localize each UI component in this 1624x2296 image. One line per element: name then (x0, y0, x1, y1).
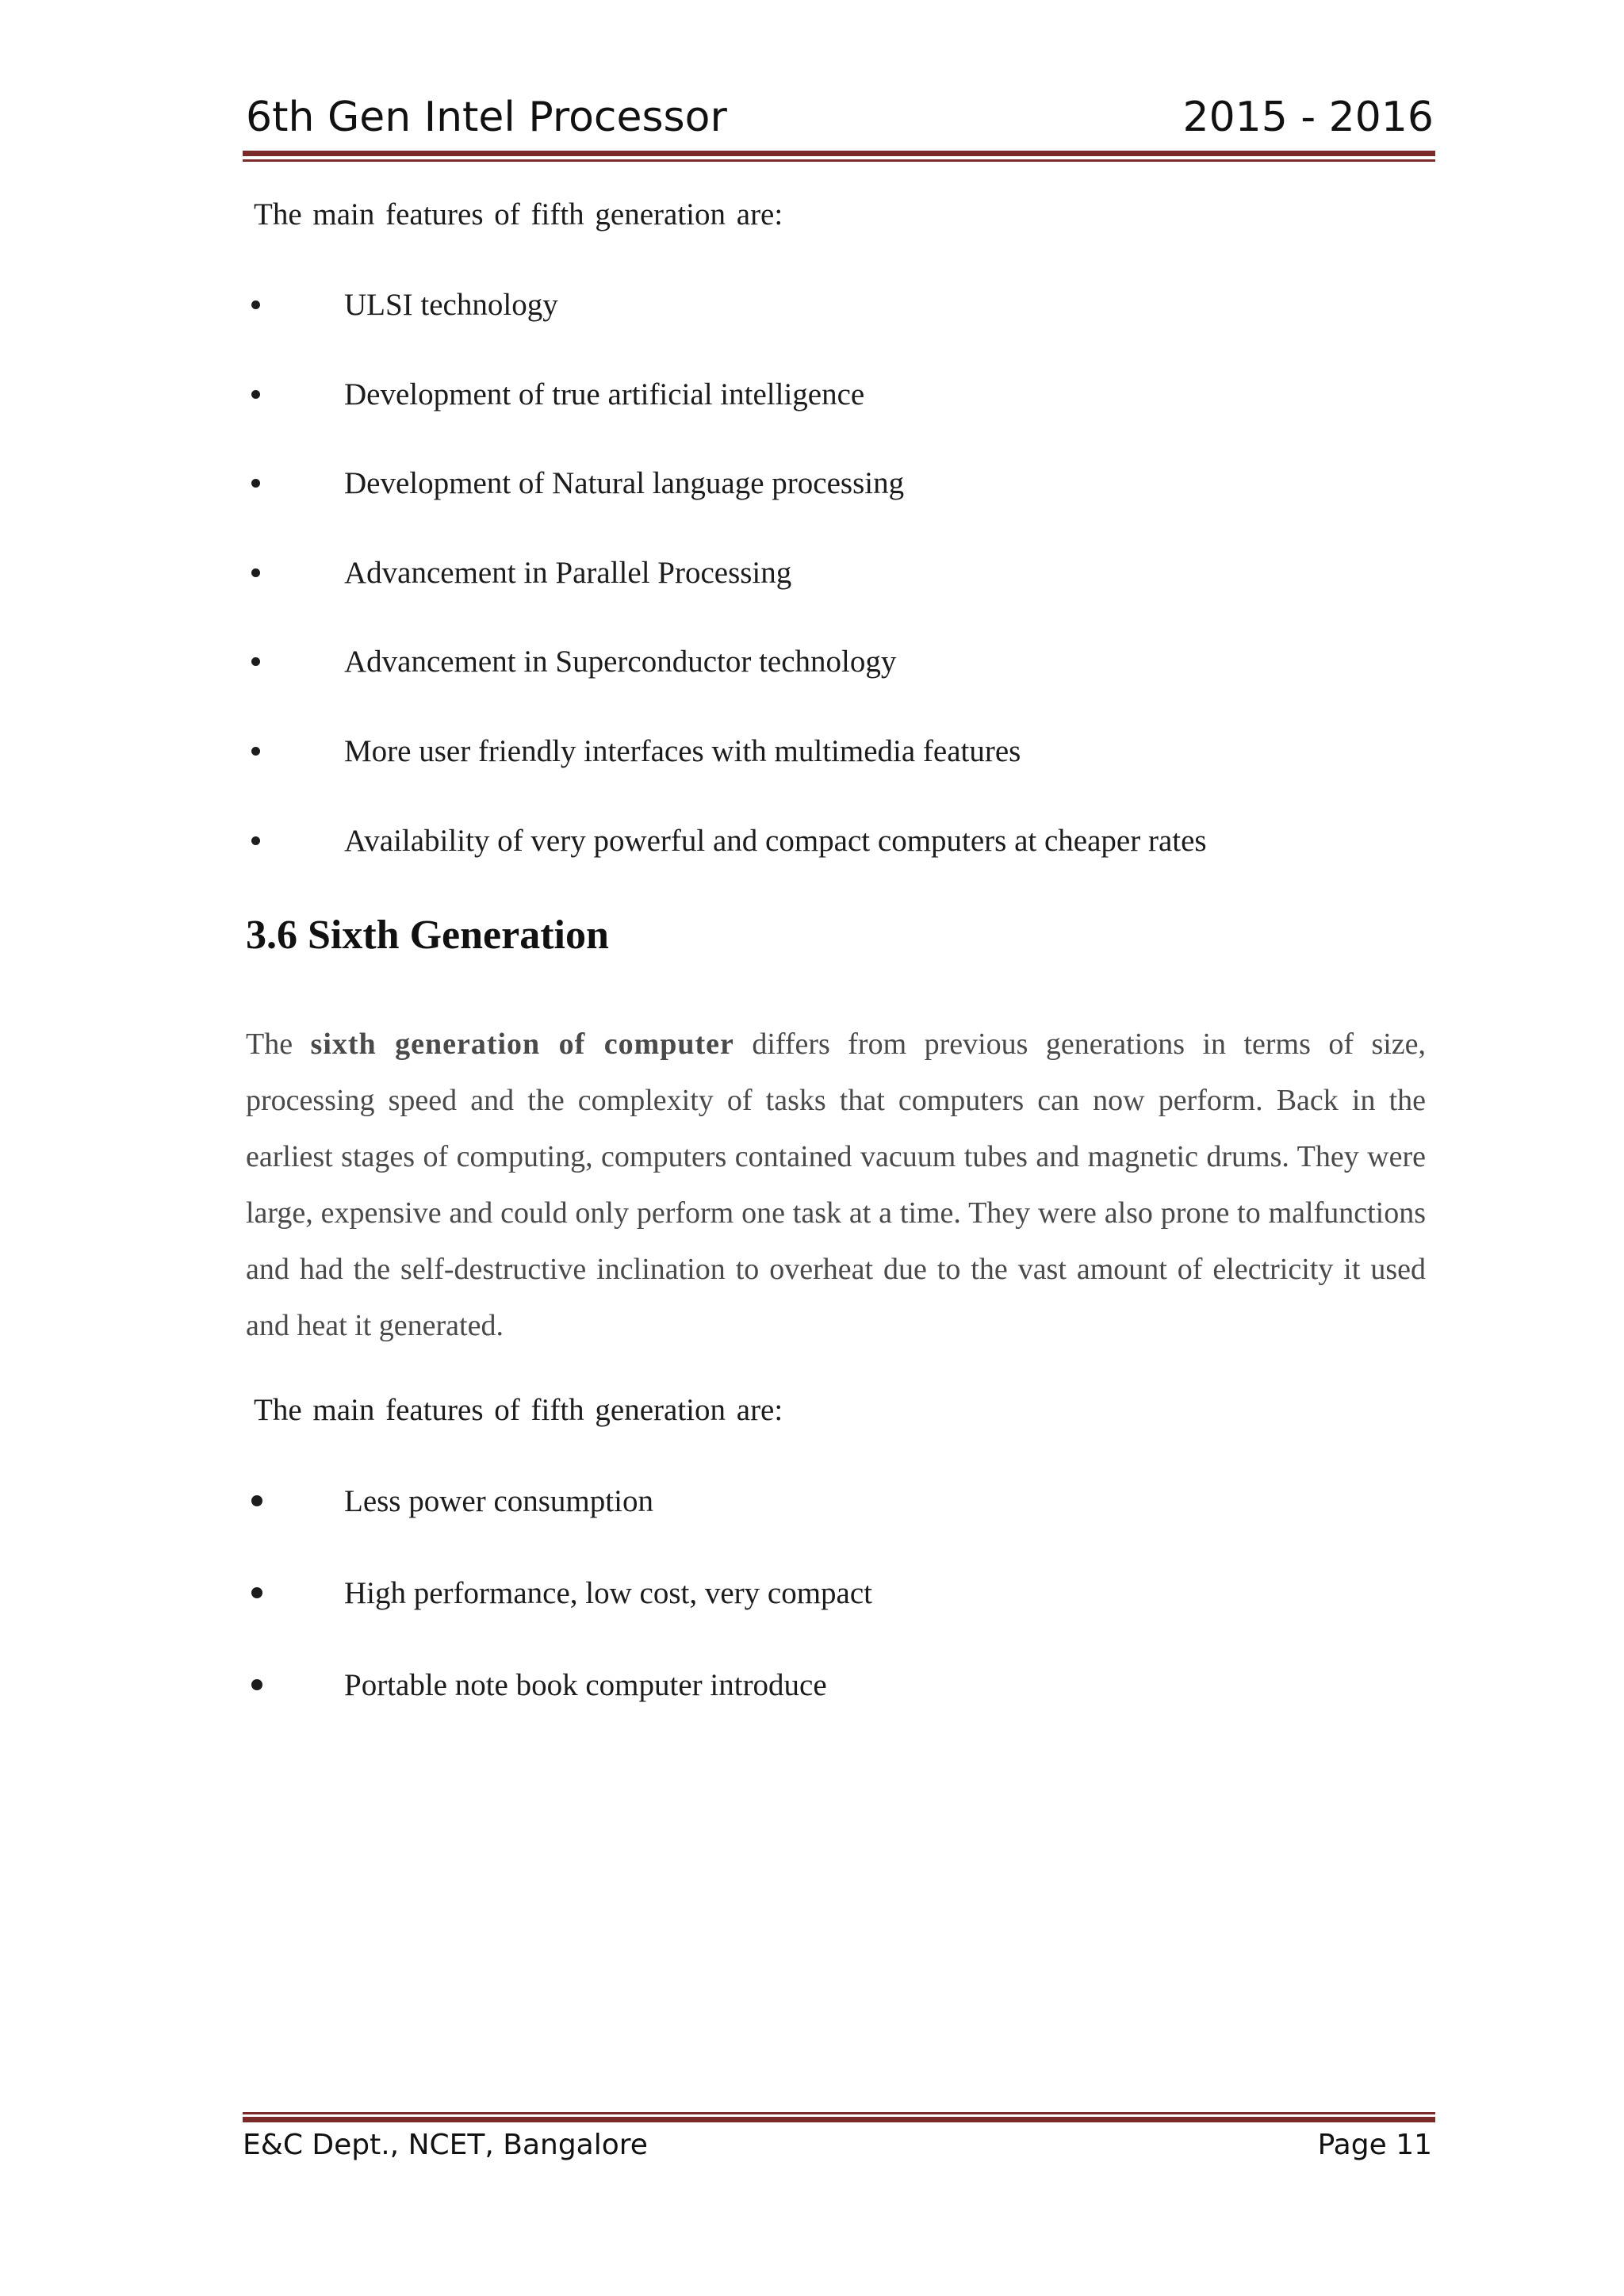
header-title: 6th Gen Intel Processor (246, 94, 727, 141)
features-intro-2: The main features of fifth generation are: (254, 1393, 783, 1427)
list-item: Advancement in Parallel Processing (293, 555, 791, 591)
list-item: High performance, low cost, very compact (293, 1575, 872, 1611)
bold-term: sixth generation of computer (310, 1027, 734, 1061)
features-intro-1: The main features of fifth generation are: (254, 197, 783, 232)
page-footer (243, 2129, 1432, 2161)
list-item: Portable note book computer introduce (293, 1667, 827, 1703)
list-item: Development of true artificial intelligence (293, 377, 864, 412)
bullet-icon (251, 836, 260, 845)
bullet-icon (251, 479, 260, 488)
header-year: 2015 - 2016 (1182, 94, 1434, 141)
header-rule (243, 151, 1435, 156)
bullet-icon (251, 390, 260, 399)
list-item: ULSI technology (293, 287, 558, 323)
bullet-icon (251, 1495, 262, 1506)
footer-rule-thin (243, 2112, 1435, 2114)
footer-dept: E&C Dept., NCET, Bangalore (243, 2129, 648, 2161)
bullet-icon (251, 300, 260, 309)
list-item: Advancement in Superconductor technology (293, 644, 896, 679)
header-rule-thin (243, 159, 1435, 162)
footer-rule (243, 2117, 1435, 2122)
list-item: Development of Natural language processing (293, 465, 904, 501)
list-item: Less power consumption (293, 1483, 653, 1519)
section-heading: 3.6 Sixth Generation (246, 913, 609, 958)
list-item: More user friendly interfaces with multimedia features (293, 733, 1021, 769)
list-item: Availability of very powerful and compact computers at cheaper rates (293, 823, 1207, 859)
body-paragraph: The sixth generation of computer differs from previous generations in terms of size, processing speed and the complexity of tasks that computers can now perform. Back in the earliest stages of computing, computers contained vacuum tubes and magnetic drums. They were large, expensive and could only perform one task at a time. They were also prone to malfunctions and had the self-destructive inclination to overheat due to the vast amount of electricity it used and heat it generated. (246, 1027, 1427, 1342)
bullet-icon (251, 568, 260, 577)
bullet-icon (251, 657, 260, 666)
page-number: Page 11 (1317, 2129, 1432, 2161)
bullet-icon (251, 1587, 262, 1598)
page-header (246, 94, 1434, 141)
bullet-icon (251, 747, 260, 756)
bullet-icon (251, 1679, 262, 1690)
